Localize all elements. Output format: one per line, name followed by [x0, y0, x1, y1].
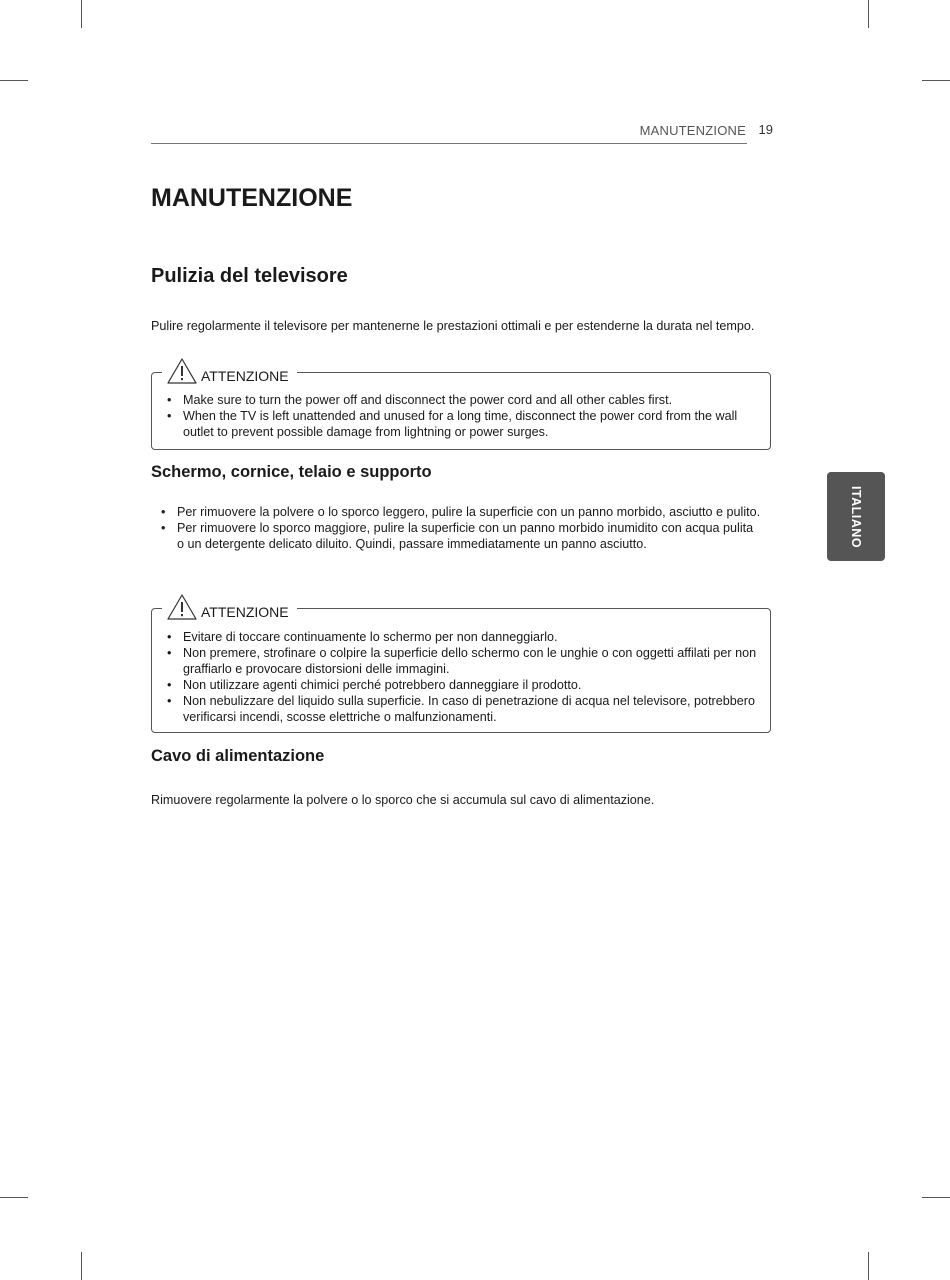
- caution-box-2: [151, 604, 771, 733]
- list-item: • Non premere, strofinare o colpire la superficie dello schermo con le unghie o con oggetti affilati per non graffiarlo e provocare distorsioni delle immagini.: [167, 645, 762, 677]
- header-rule: [151, 143, 747, 144]
- header-section-title: MANUTENZIONE: [639, 123, 746, 138]
- list-item: • Non utilizzare agenti chimici perché potrebbero danneggiare il prodotto.: [167, 677, 762, 693]
- crop-mark-left-upper: [0, 80, 28, 81]
- crop-mark-bottom-left: [81, 1252, 82, 1280]
- caution-title-text-2: ATTENZIONE: [201, 604, 289, 620]
- warning-triangle-icon: [166, 593, 198, 621]
- crop-mark-bottom-right: [868, 1252, 869, 1280]
- caution-title-text-1: ATTENZIONE: [201, 368, 289, 384]
- language-label: ITALIANO: [849, 485, 863, 548]
- crop-mark-right-upper: [922, 80, 950, 81]
- section-heading-cleaning: Pulizia del televisore: [151, 265, 348, 287]
- screen-cleaning-list: [161, 504, 761, 552]
- caution-list-2: [167, 629, 762, 725]
- caution-label-1: [162, 355, 297, 385]
- list-item: • Non nebulizzare del liquido sulla superficie. In caso di penetrazione di acqua nel televisore, potrebbero verificarsi incendi, scosse elettriche o malfunzionamenti.: [167, 693, 762, 725]
- page-number: 19: [758, 122, 773, 137]
- running-header: [151, 121, 773, 145]
- section-heading-screen: Schermo, cornice, telaio e supporto: [151, 463, 432, 481]
- power-cord-text: Rimuovere regolarmente la polvere o lo sporco che si accumula sul cavo di alimentazione.: [151, 793, 655, 807]
- warning-triangle-icon: [166, 357, 198, 385]
- crop-mark-left-lower: [0, 1197, 28, 1198]
- list-item: • Per rimuovere lo sporco maggiore, pulire la superficie con un panno morbido inumidito con acqua pulita o un detergente delicato diluito. Quindi, passare immediatamente un panno asciutto.: [161, 520, 761, 552]
- page-title: MANUTENZIONE: [151, 184, 353, 212]
- list-item: • When the TV is left unattended and unused for a long time, disconnect the power cord from the wall outlet to prevent possible damage from lightning or power surges.: [167, 408, 757, 440]
- section-heading-power-cord: Cavo di alimentazione: [151, 747, 325, 765]
- crop-mark-right-lower: [922, 1197, 950, 1198]
- caution-box-1: [151, 368, 771, 450]
- crop-mark-top-left: [81, 0, 82, 28]
- language-side-tab: [827, 472, 885, 561]
- list-item: • Per rimuovere la polvere o lo sporco leggero, pulire la superficie con un panno morbido, asciutto e pulito.: [161, 504, 761, 520]
- list-item: • Evitare di toccare continuamente lo schermo per non danneggiarlo.: [167, 629, 762, 645]
- list-item: • Make sure to turn the power off and disconnect the power cord and all other cables first.: [167, 392, 757, 408]
- cleaning-intro: Pulire regolarmente il televisore per mantenerne le prestazioni ottimali e per estenderne la durata nel tempo.: [151, 319, 755, 333]
- caution-label-2: [162, 591, 297, 621]
- caution-list-1: [167, 392, 757, 440]
- crop-mark-top-right: [868, 0, 869, 28]
